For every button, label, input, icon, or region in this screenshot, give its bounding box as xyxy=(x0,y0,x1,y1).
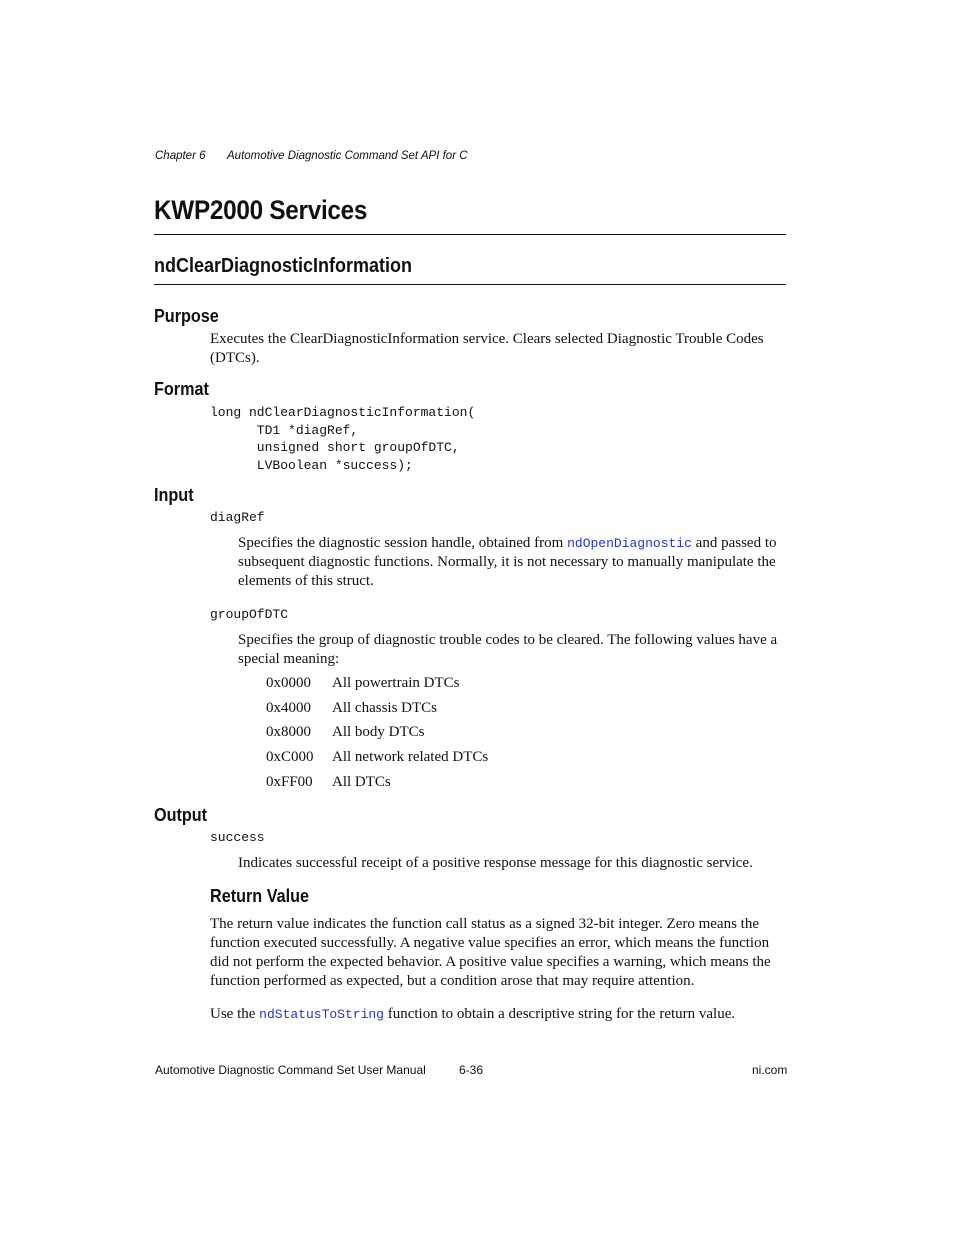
usage-after: function to obtain a descriptive string for the return value. xyxy=(383,1006,736,1022)
dtc-value-meaning: All body DTCs xyxy=(332,724,425,741)
section-title-rule xyxy=(154,234,786,235)
param-diagref-desc xyxy=(238,534,786,591)
dtc-value-row xyxy=(266,675,488,700)
purpose-text: Executes the ClearDiagnosticInformation service. Clears selected Diagnostic Trouble Codes (DTCs). xyxy=(210,331,764,366)
dtc-value-row xyxy=(266,749,488,774)
diagref-desc-before: Specifies the diagnostic session handle, obtained from xyxy=(238,535,568,551)
param-groupofdtc-name: groupOfDTC xyxy=(210,607,289,622)
dtc-value-row xyxy=(266,724,488,749)
input-heading: Input xyxy=(154,485,194,505)
footer-manual-title: Automotive Diagnostic Command Set User Manual xyxy=(155,1063,426,1077)
param-success-desc: Indicates successful receipt of a positive response message for this diagnostic service. xyxy=(238,855,753,871)
running-header xyxy=(155,150,468,162)
section-title: KWP2000 Services xyxy=(154,195,368,225)
usage-before: Use the xyxy=(210,1006,260,1022)
dtc-value-code: 0xFF00 xyxy=(266,773,313,790)
footer-site: ni.com xyxy=(752,1063,788,1077)
dtc-value-code: 0x4000 xyxy=(266,699,311,716)
ndstatustostring-link[interactable]: ndStatusToString xyxy=(259,1007,384,1022)
dtc-value-meaning: All powertrain DTCs xyxy=(332,675,460,691)
dtc-value-code: 0xC000 xyxy=(266,749,314,766)
dtc-value-meaning: All network related DTCs xyxy=(332,749,489,766)
purpose-heading: Purpose xyxy=(154,306,219,326)
function-name-rule xyxy=(154,284,786,285)
return-value-text: The return value indicates the function call status as a signed 32-bit integer. Zero means the function executed successfully. A negative value specifies an error, which means the function did not perform the expected behavior. A positive value specifies a warning, which means the function performed as expected, but a condition arose that may require attention. xyxy=(210,916,771,989)
chapter-label: Chapter 6 xyxy=(155,150,206,162)
diagref-desc-after: and passed to subsequent diagnostic functions. Normally, it is not necessary to manually manipulate the elements of this struct. xyxy=(238,535,777,589)
output-heading: Output xyxy=(154,805,208,825)
dtc-value-code: 0x0000 xyxy=(266,675,311,691)
param-diagref-name: diagRef xyxy=(210,510,265,525)
param-success-name: success xyxy=(210,830,265,845)
dtc-value-meaning: All chassis DTCs xyxy=(332,699,437,716)
footer-page-number: 6-36 xyxy=(459,1063,484,1077)
return-value-usage xyxy=(210,1005,786,1024)
ndopendiagnostic-link[interactable]: ndOpenDiagnostic xyxy=(567,536,692,551)
chapter-title: Automotive Diagnostic Command Set API for C xyxy=(227,150,468,162)
dtc-value-code: 0x8000 xyxy=(266,724,311,741)
dtc-group-values-table xyxy=(266,675,488,798)
return-value-heading: Return Value xyxy=(210,886,310,906)
dtc-value-meaning: All DTCs xyxy=(332,773,391,790)
format-code: long ndClearDiagnosticInformation( TD1 *diagRef, unsigned short groupOfDTC, LVBoolean *success); xyxy=(210,405,476,473)
dtc-value-row xyxy=(266,774,488,799)
dtc-value-row xyxy=(266,700,488,725)
format-heading: Format xyxy=(154,379,209,399)
function-name-heading: ndClearDiagnosticInformation xyxy=(154,255,413,277)
param-groupofdtc-desc: Specifies the group of diagnostic trouble codes to be cleared. The following values have a special meaning: xyxy=(238,632,778,667)
